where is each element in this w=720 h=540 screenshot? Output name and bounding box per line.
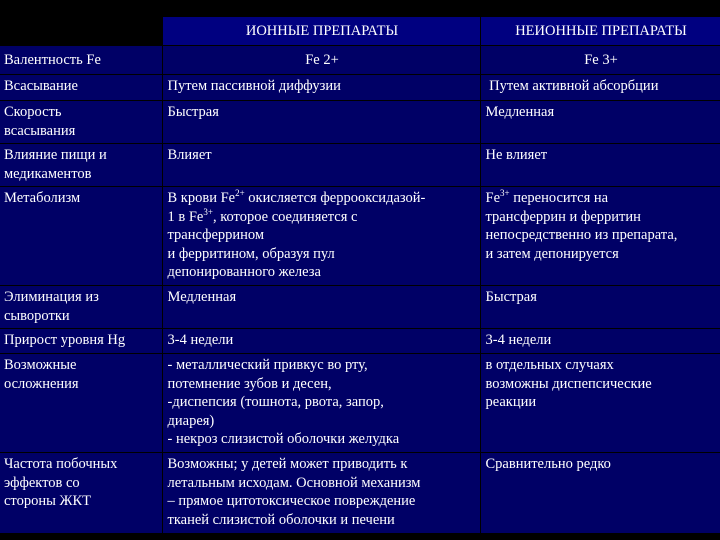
table-row-elimination bbox=[0, 286, 720, 329]
row-label: Элиминация из сыворотки bbox=[0, 286, 162, 329]
nonionic-cell: $Fe^{3+}$ переносится на трансферрин и ферритин непосредственно из препарата, и затем депонируется bbox=[480, 187, 720, 286]
ionic-cell: Медленная bbox=[162, 286, 480, 329]
nonionic-cell: Не влияет bbox=[480, 144, 720, 187]
table-row-food-influence bbox=[0, 144, 720, 187]
nonionic-cell: Сравнительно редко bbox=[480, 453, 720, 534]
row-label: Метаболизм bbox=[0, 187, 162, 286]
table-row-hg-increase bbox=[0, 329, 720, 354]
ionic-cell: Fe 2+ bbox=[162, 46, 480, 75]
header-nonionic: НЕИОННЫЕ ПРЕПАРАТЫ bbox=[480, 17, 720, 46]
ionic-cell: Возможны; у детей может приводить к летальным исходам. Основной механизм – прямое цитотоксическое повреждение тканей слизистой оболочки и печени bbox=[162, 453, 480, 534]
ionic-cell: В крови $Fe^{2+}$ окисляется феррооксидазой- 1 в $Fe^{3+}$, которое соединяется с трансферрином и ферритином, образуя пул депонированного железа bbox=[162, 187, 480, 286]
row-label: Скорость всасывания bbox=[0, 101, 162, 144]
nonionic-cell: Быстрая bbox=[480, 286, 720, 329]
table-row-absorption bbox=[0, 75, 720, 101]
ionic-cell: Путем пассивной диффузии bbox=[162, 75, 480, 101]
ionic-cell: - металлический привкус во рту, потемнение зубов и десен, -диспепсия (тошнота, рвота, запор, диарея) - некроз слизистой оболочки желудка bbox=[162, 354, 480, 453]
nonionic-cell: Медленная bbox=[480, 101, 720, 144]
row-label: Влияние пищи и медикаментов bbox=[0, 144, 162, 187]
header-ionic: ИОННЫЕ ПРЕПАРАТЫ bbox=[162, 17, 480, 46]
ionic-cell: Влияет bbox=[162, 144, 480, 187]
table-row-gi-side-effects bbox=[0, 453, 720, 534]
row-label: Валентность Fe bbox=[0, 46, 162, 75]
nonionic-cell: Путем активной абсорбции bbox=[480, 75, 720, 101]
ionic-cell: Быстрая bbox=[162, 101, 480, 144]
row-label: Прирост уровня Hg bbox=[0, 329, 162, 354]
table-row-speed bbox=[0, 101, 720, 144]
nonionic-cell: в отдельных случаях возможны диспепсические реакции bbox=[480, 354, 720, 453]
header-empty-cell bbox=[0, 17, 162, 46]
table-header-row bbox=[0, 17, 720, 46]
comparison-table bbox=[0, 17, 720, 534]
nonionic-cell: 3-4 недели bbox=[480, 329, 720, 354]
row-label: Частота побочных эффектов со стороны ЖКТ bbox=[0, 453, 162, 534]
table-row-metabolism bbox=[0, 187, 720, 286]
row-label: Всасывание bbox=[0, 75, 162, 101]
nonionic-cell: Fe 3+ bbox=[480, 46, 720, 75]
ionic-cell: 3-4 недели bbox=[162, 329, 480, 354]
row-label: Возможные осложнения bbox=[0, 354, 162, 453]
table-row-valence bbox=[0, 46, 720, 75]
table-row-complications bbox=[0, 354, 720, 453]
